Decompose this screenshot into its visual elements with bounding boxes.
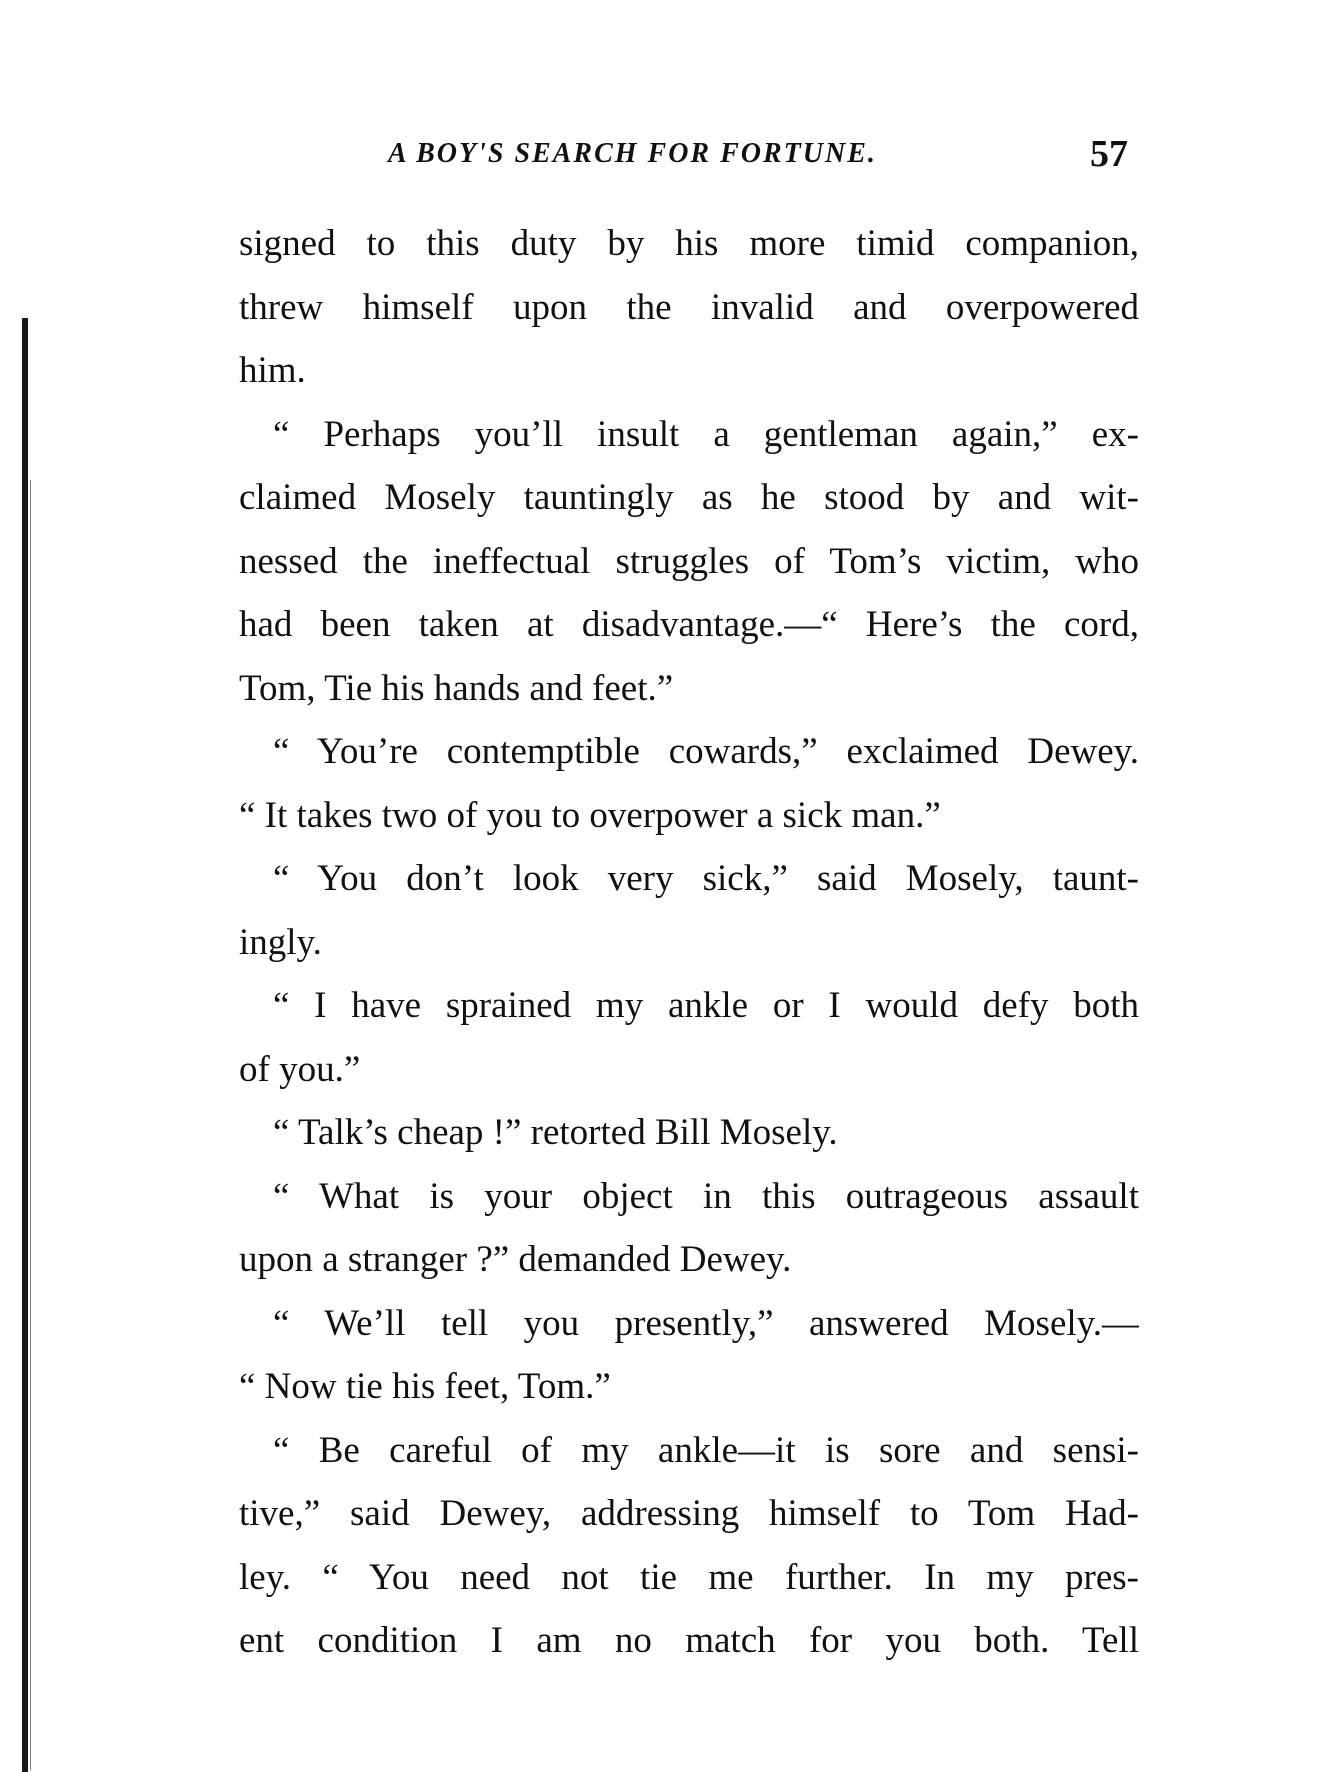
- running-head: [240, 132, 1140, 182]
- scan-page-edge-shadow: [30, 480, 31, 1770]
- text-line: him.: [239, 350, 306, 391]
- page-number: 57: [1090, 133, 1128, 175]
- text-line: upon a stranger ?” demanded Dewey.: [239, 1239, 792, 1280]
- text-line: “ What is your object in this outrageous assault: [273, 1175, 1139, 1217]
- text-line: “ I have sprained my ankle or I would defy both: [273, 985, 1139, 1026]
- text-line: had been taken at disadvantage.—“ Here’s the cord,: [239, 604, 1139, 645]
- text-line: “ We’ll tell you presently,” answered Mosely.—: [273, 1302, 1139, 1344]
- text-line: “ Perhaps you’ll insult a gentleman again,” ex-: [273, 413, 1139, 455]
- text-line: ley. “ You need not tie me further. In my pres-: [239, 1556, 1139, 1598]
- text-line: ingly.: [239, 921, 322, 963]
- text-line: ent condition I am no match for you both. Tell: [239, 1620, 1139, 1661]
- running-title: A BOY'S SEARCH FOR FORTUNE.: [388, 138, 877, 169]
- body-text: [239, 212, 1139, 1692]
- text-line: Tom, Tie his hands and feet.”: [239, 667, 674, 709]
- text-line: of you.”: [239, 1048, 361, 1090]
- text-line: signed to this duty by his more timid companion,: [239, 223, 1139, 264]
- scan-page-edge: [22, 318, 28, 1772]
- text-line: “ It takes two of you to overpower a sick man.”: [239, 794, 941, 836]
- text-line: “ Now tie his feet, Tom.”: [239, 1366, 611, 1407]
- text-line: threw himself upon the invalid and overpowered: [239, 286, 1139, 328]
- text-line: “ You don’t look very sick,” said Mosely, taunt-: [273, 858, 1139, 899]
- text-line: “ Be careful of my ankle—it is sore and sensi-: [273, 1429, 1139, 1471]
- text-line: claimed Mosely tauntingly as he stood by and wit-: [239, 477, 1139, 518]
- text-line: nessed the ineffectual struggles of Tom’s victim, who: [239, 540, 1139, 582]
- text-line: tive,” said Dewey, addressing himself to Tom Had-: [239, 1493, 1139, 1534]
- text-line: “ You’re contemptible cowards,” exclaimed Dewey.: [273, 731, 1139, 772]
- text-line: “ Talk’s cheap !” retorted Bill Mosely.: [273, 1112, 838, 1153]
